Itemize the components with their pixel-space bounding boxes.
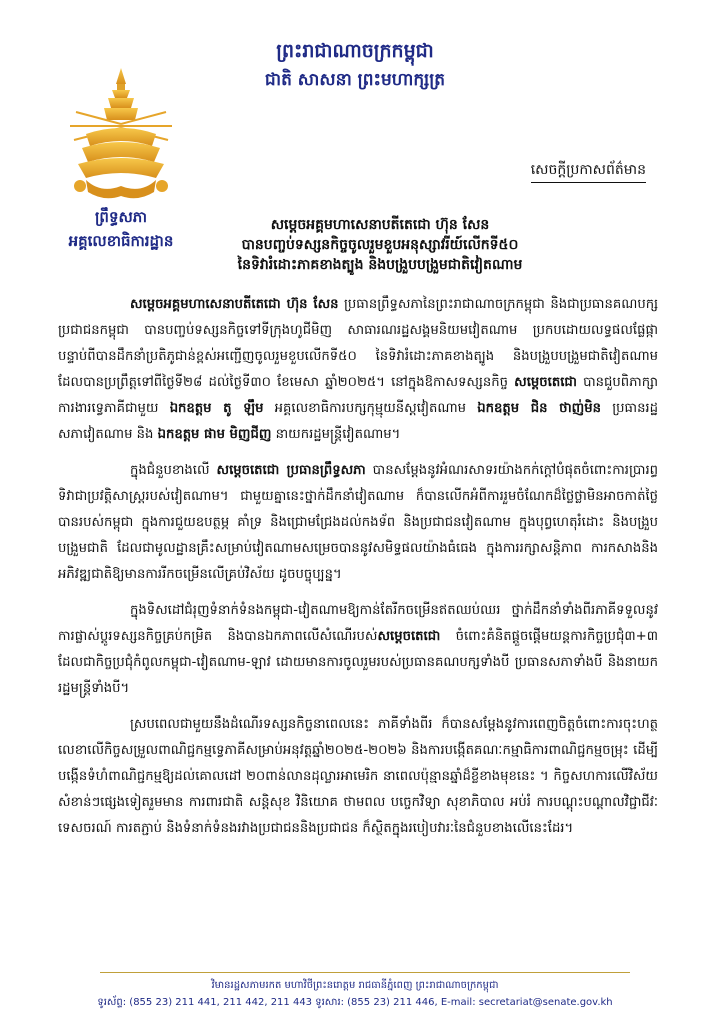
- national-motto: ជាតិ សាសនា ព្រះមហាក្សត្រ: [264, 70, 446, 90]
- bold-text: សម្ដេចតេជោ: [377, 629, 441, 644]
- text-run: ចំពោះគំនិតផ្ដួចផ្ដើមយន្តការកិច្ចប្រជុំ៣+៣ ដែលជាកិច្ចប្រជុំកំពូលកម្ពុជា-វៀតណាម-ឡាវ ដោយមានការចូលរួមរបស់ប្រធានគណបក្សទាំងបី ប្រធានសភាទាំងបី និងនាយករដ្ឋមន្ត្រីទាំងបី។: [58, 629, 658, 696]
- paragraph-3: [58, 598, 658, 702]
- footer-address: វិមានរដ្ឋសភាមរកត មហាវិថីព្រះនរោត្តម រាជធានីភ្នំពេញ ព្រះរាជាណាចក្រកម្ពុជា: [211, 980, 499, 991]
- text-run: ប្រធានរដ្ឋសភាវៀតណាម និង: [58, 401, 658, 442]
- title-line-1: សម្ដេចអគ្គមហាសេនាបតីតេជោ ហ៊ុន សែន: [270, 217, 490, 233]
- senate-emblem-logo: [56, 64, 186, 204]
- paragraph-1: [58, 292, 658, 448]
- paragraph-2: [58, 458, 658, 588]
- footer-contact: ទូរស័ព្ទ: (855 23) 211 441, 211 442, 211 443 ទូរសារ: (855 23) 211 446, E-mail: secretariat@senate.gov.kh: [97, 997, 613, 1008]
- text-run: ក្នុងទិសដៅជំរុញទំនាក់ទំនងកម្ពុជា-វៀតណាមឱ្យកាន់តែរីកចម្រើនឥតឈប់ឈរ ថ្នាក់ដឹកនាំទាំងពីរភាគីទទួលនូវការផ្លាស់ប្ដូរទស្សនកិច្ចគ្រប់កម្រិត និងបានឯកភាពលើសំណើរបស់: [58, 603, 658, 644]
- text-run: ក្នុងជំនួបខាងលើ: [130, 463, 217, 478]
- text-run: អគ្គលេខាធិការបក្សកុម្មុយនីស្តវៀតណាម: [263, 401, 478, 416]
- doc-type-label: សេចក្ដីប្រកាសព័ត៌មាន: [531, 160, 646, 183]
- bold-text: សម្ដេចអគ្គមហាសេនាបតីតេជោ ហ៊ុន សែន: [130, 297, 339, 312]
- kingdom-heading: ព្រះរាជាណាចក្រកម្ពុជា: [276, 40, 434, 62]
- title-line-3: នៃទិវារំដោះភាគខាងត្បូង និងបង្រួបបង្រួមជាតិវៀតណាម: [237, 257, 523, 273]
- document-title: [150, 215, 610, 275]
- bold-text: ឯកឧត្តម ផាម មិញជីញ: [157, 427, 272, 442]
- title-line-2: បានបញ្ចប់ទស្សនកិច្ចចូលរួមខួបអនុស្សាវរីយ៍លើកទី៥០: [241, 237, 519, 253]
- footer-divider: [100, 972, 630, 973]
- org-name-secretariat: អគ្គលេខាធិការដ្ឋាន: [68, 232, 174, 250]
- text-run: ប្រធានព្រឹទ្ធសភានៃព្រះរាជាណាចក្រកម្ពុជា និងជាប្រធានគណបក្សប្រជាជនកម្ពុជា បានបញ្ចប់ទស្សនកិច្ចទៅទីក្រុងហូជីមិញ សាធារណរដ្ឋសង្គមនិយមវៀតណាម ប្រកបដោយលទ្ធផលផ្លែផ្កា បន្ទាប់ពីបានដឹកនាំប្រតិភូជាន់ខ្ពស់អញ្ជើញចូលរួមខួបលើកទី៥០ នៃទិវារំដោះភាគខាងត្បូង និងបង្រួបបង្រួមជាតិវៀតណាម ដែលបានប្រព្រឹត្តទៅពីថ្ងៃទី២៨ ដល់ថ្ងៃទី៣០ ខែមេសា ឆ្នាំ២០២៥។ នៅក្នុងឱកាសទស្សនកិច្ច: [58, 297, 659, 390]
- paragraph-4: [58, 712, 658, 842]
- org-name-senate: ព្រឹទ្ធសភា: [94, 208, 148, 226]
- text-run: បានសម្ដែងនូវអំណរសាទរយ៉ាងកក់ក្ដៅបំផុតចំពោះការប្រារព្ធទិវាជាប្រវត្តិសាស្ត្ររបស់វៀតណាម។ ជាមួយគ្នានេះថ្នាក់ដឹកនាំវៀតណាម ក៏បានលើកអំពីការរួមចំណែកដ៏ថ្លៃថ្លាមិនអាចកាត់ថ្លៃបានរបស់កម្ពុជា ក្នុងការជួយឧបត្ថម្ភ គាំទ្រ និងជ្រោមជ្រែងដល់កងទ័ព និងប្រជាជនវៀតណាម ក្នុងបុព្វហេតុរំដោះ និងបង្រួបបង្រួមជាតិ ដែលជាមូលដ្ឋានគ្រឹះសម្រាប់វៀតណាមសម្រេចបាននូវសមិទ្ធផលយ៉ាងធំធេង ក្នុងការរក្សាសន្តិភាព ការកសាងនិងអភិវឌ្ឍជាតិឱ្យមានការរីកចម្រើនលើគ្រប់វិស័យ ដូចបច្ចុប្បន្ន។: [58, 463, 659, 582]
- bold-text: សម្ដេចតេជោ ប្រធានព្រឹទ្ធសភា: [216, 463, 366, 478]
- text-run: ស្របពេលជាមួយនឹងដំណើរទស្សនកិច្ចនាពេលនេះ ភាគីទាំងពីរ ក៏បានសម្ដែងនូវការពេញចិត្តចំពោះការចុះហត្ថលេខាលើកិច្ចសម្រួលពាណិជ្ជកម្មទ្វេភាគីសម្រាប់អនុវត្តឆ្នាំ២០២៥-២០២៦ និងការបង្កើតគណៈកម្មាធិការពាណិជ្ជកម្មចម្រុះ ដើម្បីបង្កើនទំហំពាណិជ្ជកម្មឱ្យដល់គោលដៅ ២០ពាន់លានដុល្លារអាមេរិក នាពេលប៉ុន្មានឆ្នាំដ៏ខ្លីខាងមុខនេះ ។ កិច្ចសហការលើវិស័យសំខាន់ៗផ្សេងទៀតរួមមាន ការពារជាតិ សន្តិសុខ វិនិយោគ ថាមពល បច្ចេកវិទ្យា សុខាភិបាល អប់រំ ការបណ្ដុះបណ្ដាលវិជ្ជាជីវៈ ទេសចរណ៍ ការតភ្ជាប់ និងទំនាក់ទំនងរវាងប្រជាជននិងប្រជាជន ក៏ស្ថិតក្នុងរបៀបវារៈនៃជំនួបខាងលើនេះដែរ។: [58, 717, 658, 836]
- text-run: នាយករដ្ឋមន្ត្រីវៀតណាម។: [271, 427, 401, 442]
- bold-text: ឯកឧត្តម តូ ឡឹម: [169, 401, 264, 416]
- document-body: [58, 292, 658, 852]
- bold-text: សម្ដេចតេជោ: [514, 375, 577, 390]
- bold-text: ឯកឧត្តម ជិន ថាញ់មិន: [477, 401, 601, 416]
- text-run: បានជួបពិភាក្សាការងារទ្វេភាគីជាមួយ: [58, 375, 658, 416]
